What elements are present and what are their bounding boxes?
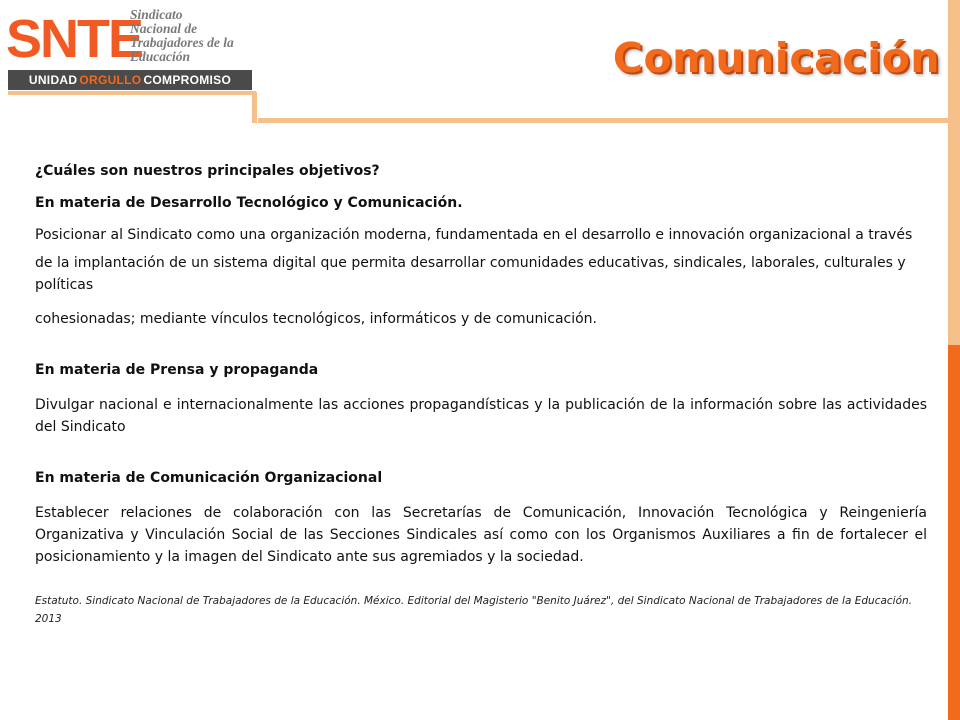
logo-subtitle-line: Nacional de bbox=[130, 21, 198, 36]
tech-paragraph-line: Posicionar al Sindicato como una organización moderna, fundamentada en el desarrollo e innovación organizacional a través bbox=[35, 227, 913, 243]
motto-orgullo: ORGULLO bbox=[79, 73, 142, 87]
edge-bar-dark bbox=[948, 345, 960, 720]
main-content bbox=[35, 160, 927, 628]
tech-paragraph-line: cohesionadas; mediante vínculos tecnológicos, informáticos y de comunicación. bbox=[35, 311, 597, 327]
logo-subtitle bbox=[130, 8, 234, 64]
logo-subtitle-line: Sindicato bbox=[130, 7, 183, 22]
header-bracket-vertical bbox=[252, 92, 257, 123]
motto-compromiso: COMPROMISO bbox=[143, 73, 232, 87]
page-title: Comunicación bbox=[612, 34, 940, 82]
objectives-question: ¿Cuáles son nuestros principales objetivos? bbox=[35, 163, 380, 179]
motto-unidad: UNIDAD bbox=[28, 73, 78, 87]
org-paragraph: Establecer relaciones de colaboración con las Secretarías de Comunicación, Innovación Tecnológica y Reingeniería Organizativa y Vinculación Social de las Secciones Sindicales así como con los Organismos Auxiliares a fin de fortalecer el posicionamiento y la imagen del Sindicato ante sus agremiados y la sociedad. bbox=[35, 505, 927, 565]
reference-citation: Estatuto. Sindicato Nacional de Trabajadores de la Educación. México. Editorial del Magisterio "Benito Juárez", del Sindicato Nacional de Trabajadores de la Educación. 2013 bbox=[35, 595, 913, 625]
press-paragraph: Divulgar nacional e internacionalmente las acciones propagandísticas y la publicación de la información sobre las actividades del Sindicato bbox=[35, 397, 927, 435]
header-bracket-horizontal bbox=[258, 118, 948, 123]
snte-logo bbox=[6, 4, 256, 92]
edge-bar-light bbox=[948, 0, 960, 345]
logo-subtitle-line: Educación bbox=[130, 49, 191, 64]
tech-paragraph-line: de la implantación de un sistema digital que permita desarrollar comunidades educativas, sindicales, laborales, culturales y políticas bbox=[35, 255, 906, 293]
logo-wordmark: SNTE bbox=[6, 9, 143, 69]
logo-motto-band bbox=[8, 70, 252, 90]
heading-org: En materia de Comunicación Organizacional bbox=[35, 470, 383, 486]
logo-subtitle-line: Trabajadores de la bbox=[130, 35, 234, 50]
heading-press: En materia de Prensa y propaganda bbox=[35, 362, 319, 378]
heading-tech: En materia de Desarrollo Tecnológico y Comunicación. bbox=[35, 195, 463, 211]
